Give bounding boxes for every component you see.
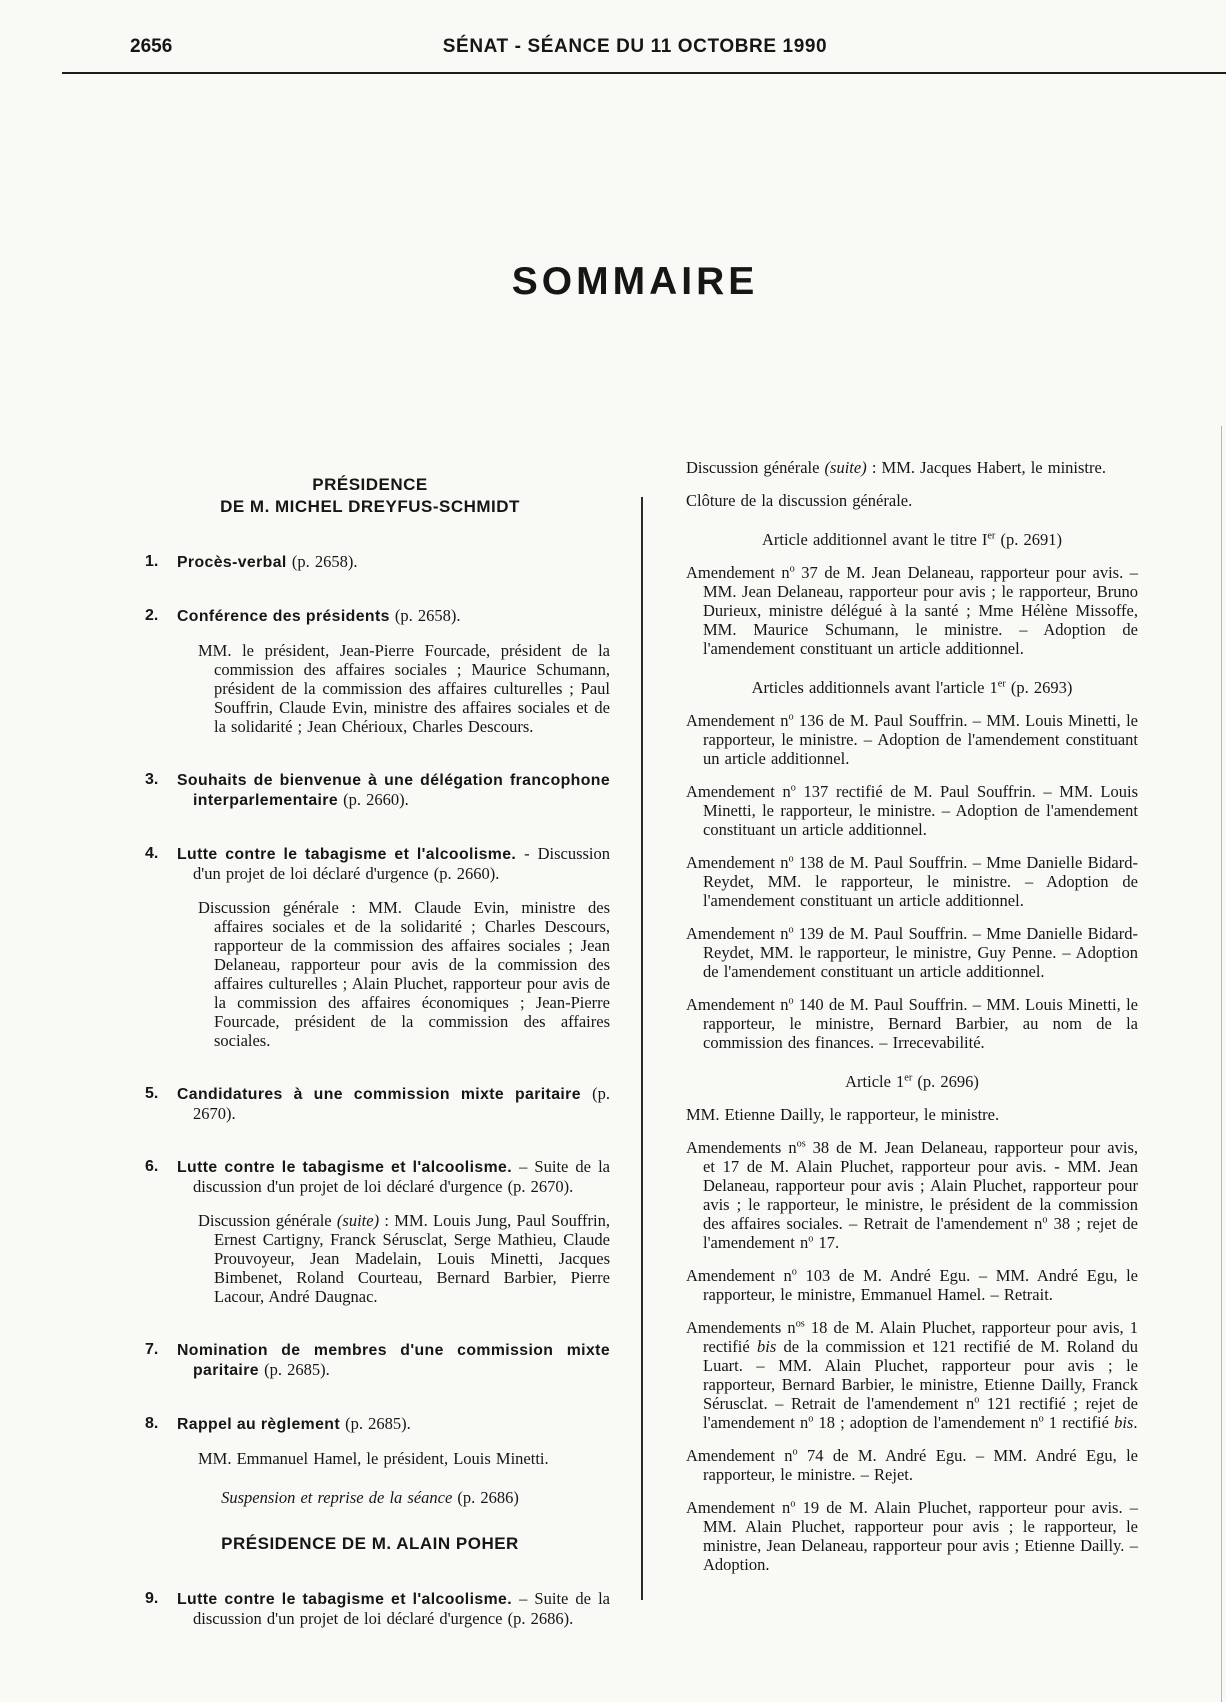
text-run: : MM. Louis Jung, Paul Souffrin, Ernest Cartigny, Franck Sérusclat, Serge Mathieu, Claude Prouvoyeur, Jean Madelain, Louis Minetti, Jacques Bimbenet, Roland Courteau, Bernard Barbier, Pierre Lacour, André Daugnac. [214, 1211, 611, 1306]
article-1-heading [686, 1072, 1138, 1091]
left-column [130, 458, 610, 1628]
amendement-136 [686, 711, 1138, 768]
text-run: 38 de M. Jean Delaneau, rapporteur pour avis, et 17 de M. Alain Pluchet, rapporteur pour avis. - MM. Jean Delaneau, rapporteur pour avis ; Alain Pluchet, rapporteur pour avis ; le rapporteur, le ministre, le président de la commission des affaires sociales. – Retrait de l'amendement n [703, 1138, 1138, 1233]
text-run: o [790, 782, 796, 794]
text-run: Procès-verbal [177, 554, 287, 571]
toc-item-7 [130, 1340, 610, 1380]
text-run: o [788, 853, 794, 865]
text-run: (suite) [336, 1211, 380, 1230]
articles-additionnels-article-1-heading [686, 678, 1138, 697]
text-run: – Suite de la discussion d'un projet de loi déclaré d'urgence (p. 2670). [193, 1157, 611, 1196]
text-run: MM. Etienne Dailly, le rapporteur, le ministre. [686, 1105, 1000, 1124]
text-run: . [1133, 1413, 1138, 1432]
item-number: 2. [145, 607, 159, 624]
toc-item-8-speakers [130, 1449, 610, 1468]
item-number: 7. [145, 1341, 159, 1358]
text-run: o [1042, 1214, 1048, 1226]
text-run: o [1038, 1413, 1044, 1425]
text-run: bis [756, 1337, 777, 1356]
toc-item-1 [130, 552, 610, 572]
page-title: SOMMAIRE [511, 260, 759, 303]
text-run: o [790, 1498, 796, 1510]
toc-item-4 [130, 844, 610, 883]
text-run: 19 de M. Alain Pluchet, rapporteur pour avis. – MM. Alain Pluchet, rapporteur pour avis ; le rapporteur, le ministre, Jean Delaneau, rapporteur pour avis ; Etienne Dailly. – Adoption. [703, 1498, 1139, 1574]
text-run: Lutte contre le tabagisme et l'alcoolisme. [177, 846, 517, 863]
text-run: 37 de M. Jean Delaneau, rapporteur pour avis. – MM. Jean Delaneau, rapporteur pour avis ; le rapporteur, Bruno Durieux, ministre délégué à la santé ; Mme Hélène Missoffe, MM. Maurice Schumann, le ministre. – Adoption de l'amendement constituant un article additionnel. [703, 563, 1138, 658]
toc-item-6-discussion [130, 1211, 610, 1306]
column-divider [641, 497, 643, 1600]
toc-item-9 [130, 1589, 610, 1628]
text-run: Amendement n [686, 995, 789, 1014]
text-run: 140 de M. Paul Souffrin. – MM. Louis Minetti, le rapporteur, le ministre, Bernard Barbier, au nom de la commission des finances. – Irrecevabilité. [703, 995, 1138, 1052]
item-number: 3. [145, 771, 159, 788]
text-run: 17. [813, 1233, 840, 1252]
toc-item-2-speakers [130, 641, 610, 736]
text-run: (p. 2660). [338, 790, 409, 809]
text-run: Amendement n [686, 711, 789, 730]
text-run: Souhaits de bienvenue à une délégation francophone interparlementaire [177, 772, 610, 809]
page-edge-artifact [1221, 426, 1222, 1702]
text-run: (p. 2686) [452, 1488, 519, 1507]
text-run: Discussion générale [686, 458, 825, 477]
text-run: Discussion générale [198, 1211, 337, 1230]
text-run: Article 1 [845, 1072, 905, 1091]
text-run: Candidatures à une commission mixte paritaire [177, 1086, 581, 1103]
text-run: o [808, 1413, 814, 1425]
text-run: Amendement n [686, 782, 791, 801]
text-run: Lutte contre le tabagisme et l'alcoolisme. [177, 1591, 512, 1608]
toc-item-6 [130, 1157, 610, 1196]
text-run: Articles additionnels avant l'article 1 [751, 678, 998, 697]
amendement-138 [686, 853, 1138, 910]
text-run: 139 de M. Paul Souffrin. – Mme Danielle Bidard-Reydet, MM. le rapporteur, le ministre, Guy Penne. – Adoption de l'amendement constituant un article additionnel. [703, 924, 1138, 981]
text-run: 138 de M. Paul Souffrin. – Mme Danielle Bidard-Reydet, MM. le rapporteur, le ministre. – Adoption de l'amendement constituant un article additionnel. [703, 853, 1138, 910]
text-run: 38 ; rejet de l'amendement n [703, 1214, 1138, 1252]
amendement-137 [686, 782, 1138, 839]
item-number: 1. [145, 553, 159, 570]
text-run: Amendement n [686, 1266, 792, 1285]
item-number: 4. [145, 845, 159, 862]
text-run: er [987, 530, 996, 542]
text-run: (p. 2658). [389, 606, 461, 625]
text-run: de la commission et 121 rectifié de M. Roland du Luart. – MM. Alain Pluchet, rapporteur pour avis ; le rapporteur, Bernard Barbier, le ministre, Etienne Dailly, Franck Sérusclat. – Retrait de l'amendement n [703, 1337, 1139, 1413]
item-number: 9. [145, 1590, 159, 1607]
toc-item-8 [130, 1414, 610, 1434]
text-run: o [789, 563, 795, 575]
amendement-140 [686, 995, 1138, 1052]
text-run: 136 de M. Paul Souffrin. – MM. Louis Minetti, le rapporteur, le ministre. – Adoption de l'amendement constituant un article additionnel. [703, 711, 1138, 768]
text-run: er [904, 1072, 913, 1084]
text-run: (p. 2691) [995, 530, 1062, 549]
text-run: Amendement n [686, 1446, 793, 1465]
page-number: 2656 [130, 36, 173, 57]
right-column [686, 458, 1138, 1574]
text-run: MM. Emmanuel Hamel, le président, Louis Minetti. [198, 1449, 549, 1468]
text-run: - Discussion d'un projet de loi déclaré d'urgence (p. 2660). [193, 844, 611, 883]
amendement-74 [686, 1446, 1138, 1484]
text-run: 18 ; adoption de l'amendement n [813, 1413, 1039, 1432]
text-run: er [997, 678, 1006, 690]
text-run: Nomination de membres d'une commission mixte paritaire [177, 1342, 610, 1379]
text-run: (suite) [824, 458, 867, 477]
text-run: bis [1114, 1413, 1134, 1432]
text-run: Amendements n [686, 1318, 796, 1337]
text-run: Conférence des présidents [177, 608, 390, 625]
text-run: (p. 2670). [193, 1084, 610, 1123]
amendement-19 [686, 1498, 1138, 1574]
text-run: Article additionnel avant le titre I [762, 530, 988, 549]
text-run: os [796, 1138, 806, 1150]
text-run: o [808, 1233, 814, 1245]
text-run: Clôture de la discussion générale. [686, 491, 913, 510]
cloture-discussion [686, 491, 1138, 510]
toc-item-5 [130, 1084, 610, 1123]
amendement-37 [686, 563, 1138, 658]
item-number: 5. [145, 1085, 159, 1102]
heading-line: DE M. MICHEL DREYFUS-SCHMIDT [220, 497, 520, 516]
amendement-103 [686, 1266, 1138, 1304]
heading-line: PRÉSIDENCE DE M. ALAIN POHER [221, 1534, 519, 1553]
text-run: Amendement n [686, 924, 789, 943]
text-run: o [788, 711, 794, 723]
article-additionnel-titre-1-heading [686, 530, 1138, 549]
text-run: o [792, 1446, 798, 1458]
header-title: SÉNAT - SÉANCE DU 11 OCTOBRE 1990 [442, 36, 828, 57]
text-run: os [795, 1318, 805, 1330]
item-number: 8. [145, 1415, 159, 1432]
text-run: Rappel au règlement [177, 1416, 340, 1433]
text-run: Amendement n [686, 563, 790, 582]
text-run: o [788, 995, 794, 1007]
article-1-speakers [686, 1105, 1138, 1124]
suspension-line [130, 1488, 610, 1507]
text-run: – Suite de la discussion d'un projet de loi déclaré d'urgence (p. 2686). [193, 1589, 611, 1628]
presidence-poher-heading [130, 1533, 610, 1555]
text-run: 1 rectifié [1043, 1413, 1115, 1432]
text-run: (p. 2658). [286, 552, 358, 571]
text-run: o [974, 1394, 980, 1406]
text-run: : MM. Jacques Habert, le ministre. [866, 458, 1106, 477]
presidence-dreyfus-schmidt-heading [130, 474, 610, 518]
text-run: 121 rectifié ; rejet de l'amendement n [703, 1394, 1139, 1432]
header-rule [62, 72, 1226, 74]
toc-item-3 [130, 770, 610, 810]
amendements-18-1-121 [686, 1318, 1138, 1432]
text-run: Amendements n [686, 1138, 797, 1157]
text-run: Lutte contre le tabagisme et l'alcoolisme. [177, 1159, 512, 1176]
amendements-38-17 [686, 1138, 1138, 1252]
text-run: Amendement n [686, 1498, 791, 1517]
toc-item-2 [130, 606, 610, 626]
text-run: 137 rectifié de M. Paul Souffrin. – MM. Louis Minetti, le rapporteur, le ministre. – Adoption de l'amendement constituant un article additionnel. [703, 782, 1139, 839]
text-run: 18 de M. Alain Pluchet, rapporteur pour avis, 1 rectifié [703, 1318, 1138, 1356]
text-run: Suspension et reprise de la séance [221, 1488, 453, 1507]
text-run: 103 de M. André Egu. – MM. André Egu, le rapporteur, le ministre, Emmanuel Hamel. – Retrait. [703, 1266, 1138, 1304]
amendement-139 [686, 924, 1138, 981]
text-run: (p. 2685). [258, 1360, 330, 1379]
text-run: (p. 2696) [912, 1072, 979, 1091]
text-run: Discussion générale : MM. Claude Evin, ministre des affaires sociales et de la solidarité ; Charles Descours, rapporteur de la commission des affaires sociales ; Jean Delaneau, rapporteur pour avis de la commission des affaires culturelles ; Alain Pluchet, rapporteur pour avis de la commission des affaires économiques ; Jean-Pierre Fourcade, président de la commission des affaires sociales. [198, 898, 610, 1050]
text-run: (p. 2693) [1005, 678, 1073, 697]
text-run: o [788, 924, 794, 936]
heading-line: PRÉSIDENCE [312, 475, 428, 494]
text-run: Amendement n [686, 853, 789, 872]
item-number: 6. [145, 1158, 159, 1175]
toc-item-4-discussion [130, 898, 610, 1050]
text-run: o [791, 1266, 797, 1278]
discussion-generale-suite-habert [686, 458, 1138, 477]
text-run: MM. le président, Jean-Pierre Fourcade, président de la commission des affaires sociales ; Maurice Schumann, président de la commission des affaires culturelles ; Paul Souffrin, Claude Evin, ministre des affaires sociales et de la solidarité ; Jean Chérioux, Charles Descours. [198, 641, 610, 736]
text-run: (p. 2685). [339, 1414, 411, 1433]
text-run: 74 de M. André Egu. – MM. André Egu, le rapporteur, le ministre. – Rejet. [703, 1446, 1138, 1484]
